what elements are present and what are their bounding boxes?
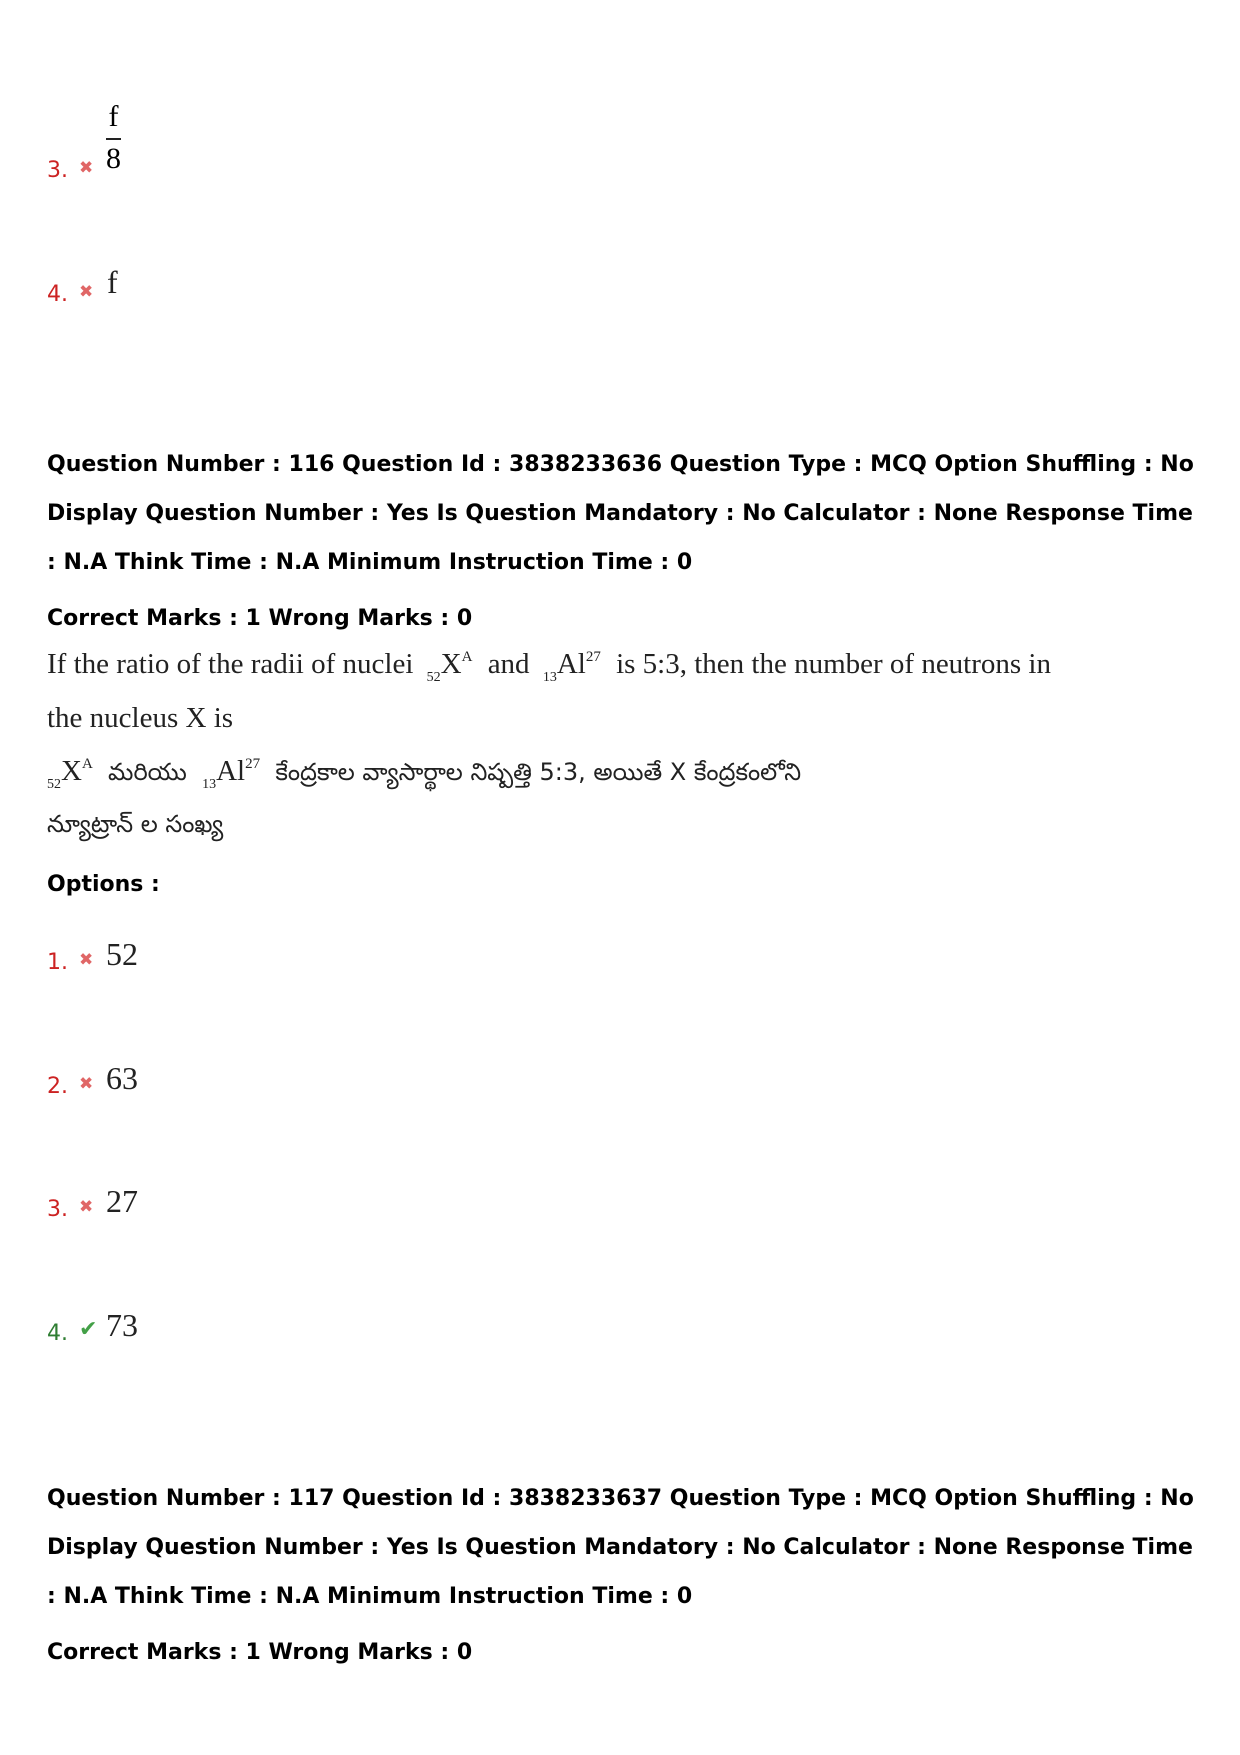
question-text-english-line1 [47, 648, 1051, 686]
option-number: 3. [47, 158, 68, 183]
fraction [106, 100, 121, 176]
question-text: If the ratio of the radii of nuclei [47, 648, 414, 680]
cross-icon: ✖ [79, 1197, 94, 1217]
question-116-meta [47, 440, 1207, 587]
option-value: f [107, 264, 118, 300]
nucleus-x [426, 648, 473, 685]
conjunction: and [487, 648, 530, 680]
cross-icon: ✖ [79, 1074, 94, 1094]
meta-line: Display Question Number : Yes Is Question Mandatory : No Calculator : None Response Time [47, 1535, 1193, 1560]
question-text-english-line2: the nucleus X is [47, 702, 234, 734]
nucleus-al [202, 755, 261, 792]
superscript: 27 [585, 649, 601, 665]
symbol: X [440, 648, 462, 680]
check-icon: ✔ [79, 1317, 98, 1342]
atomic-subscript: 13 [202, 777, 217, 792]
cross-icon: ✖ [79, 282, 94, 302]
option-number: 4. [47, 282, 68, 307]
superscript: A [461, 649, 473, 665]
nucleus-al [542, 648, 601, 685]
telugu-text: మరియు [108, 758, 187, 786]
question-117-meta [47, 1474, 1207, 1621]
meta-line: : N.A Think Time : N.A Minimum Instruction Time : 0 [47, 550, 693, 575]
symbol: X [61, 755, 82, 787]
question-117-marks: Correct Marks : 1 Wrong Marks : 0 [47, 1640, 473, 1665]
symbol: Al [216, 755, 246, 787]
option-value: 27 [106, 1183, 138, 1219]
option-value: 73 [106, 1307, 138, 1343]
nucleus-x [47, 755, 93, 792]
fraction-numerator: f [106, 100, 121, 140]
meta-line: Question Number : 117 Question Id : 3838233637 Question Type : MCQ Option Shuffling : No [47, 1486, 1194, 1511]
option-number: 2. [47, 1074, 68, 1099]
meta-line: : N.A Think Time : N.A Minimum Instruction Time : 0 [47, 1584, 693, 1609]
option-number: 1. [47, 950, 68, 975]
symbol: Al [556, 648, 586, 680]
mass-subscript: 52 [426, 670, 441, 685]
fraction-denominator: 8 [106, 142, 121, 175]
meta-line: Question Number : 116 Question Id : 3838233636 Question Type : MCQ Option Shuffling : No [47, 452, 1194, 477]
options-label: Options : [47, 872, 160, 897]
question-text: is 5:3, then the number of neutrons in [616, 648, 1051, 680]
cross-icon: ✖ [79, 950, 94, 970]
option-number: 3. [47, 1197, 68, 1222]
question-116-marks: Correct Marks : 1 Wrong Marks : 0 [47, 606, 473, 631]
cross-icon: ✖ [79, 158, 94, 178]
atomic-subscript: 13 [542, 670, 557, 685]
prev-option-3 [47, 100, 247, 190]
telugu-text: కేంద్రకాల వ్యాసార్థాల నిష్పత్తి 5:3, అయితే X కేంద్రకంలోని [275, 758, 802, 786]
option-value: 63 [106, 1060, 138, 1096]
mass-subscript: 52 [47, 777, 61, 792]
meta-line: Display Question Number : Yes Is Question Mandatory : No Calculator : None Response Time [47, 501, 1193, 526]
question-text-telugu-line2: న్యూట్రాన్ ల సంఖ్య [47, 810, 224, 838]
option-number: 4. [47, 1321, 68, 1346]
question-text-telugu-line1 [47, 755, 801, 793]
option-value: 52 [106, 936, 138, 972]
superscript: A [81, 756, 93, 772]
superscript: 27 [245, 756, 261, 772]
